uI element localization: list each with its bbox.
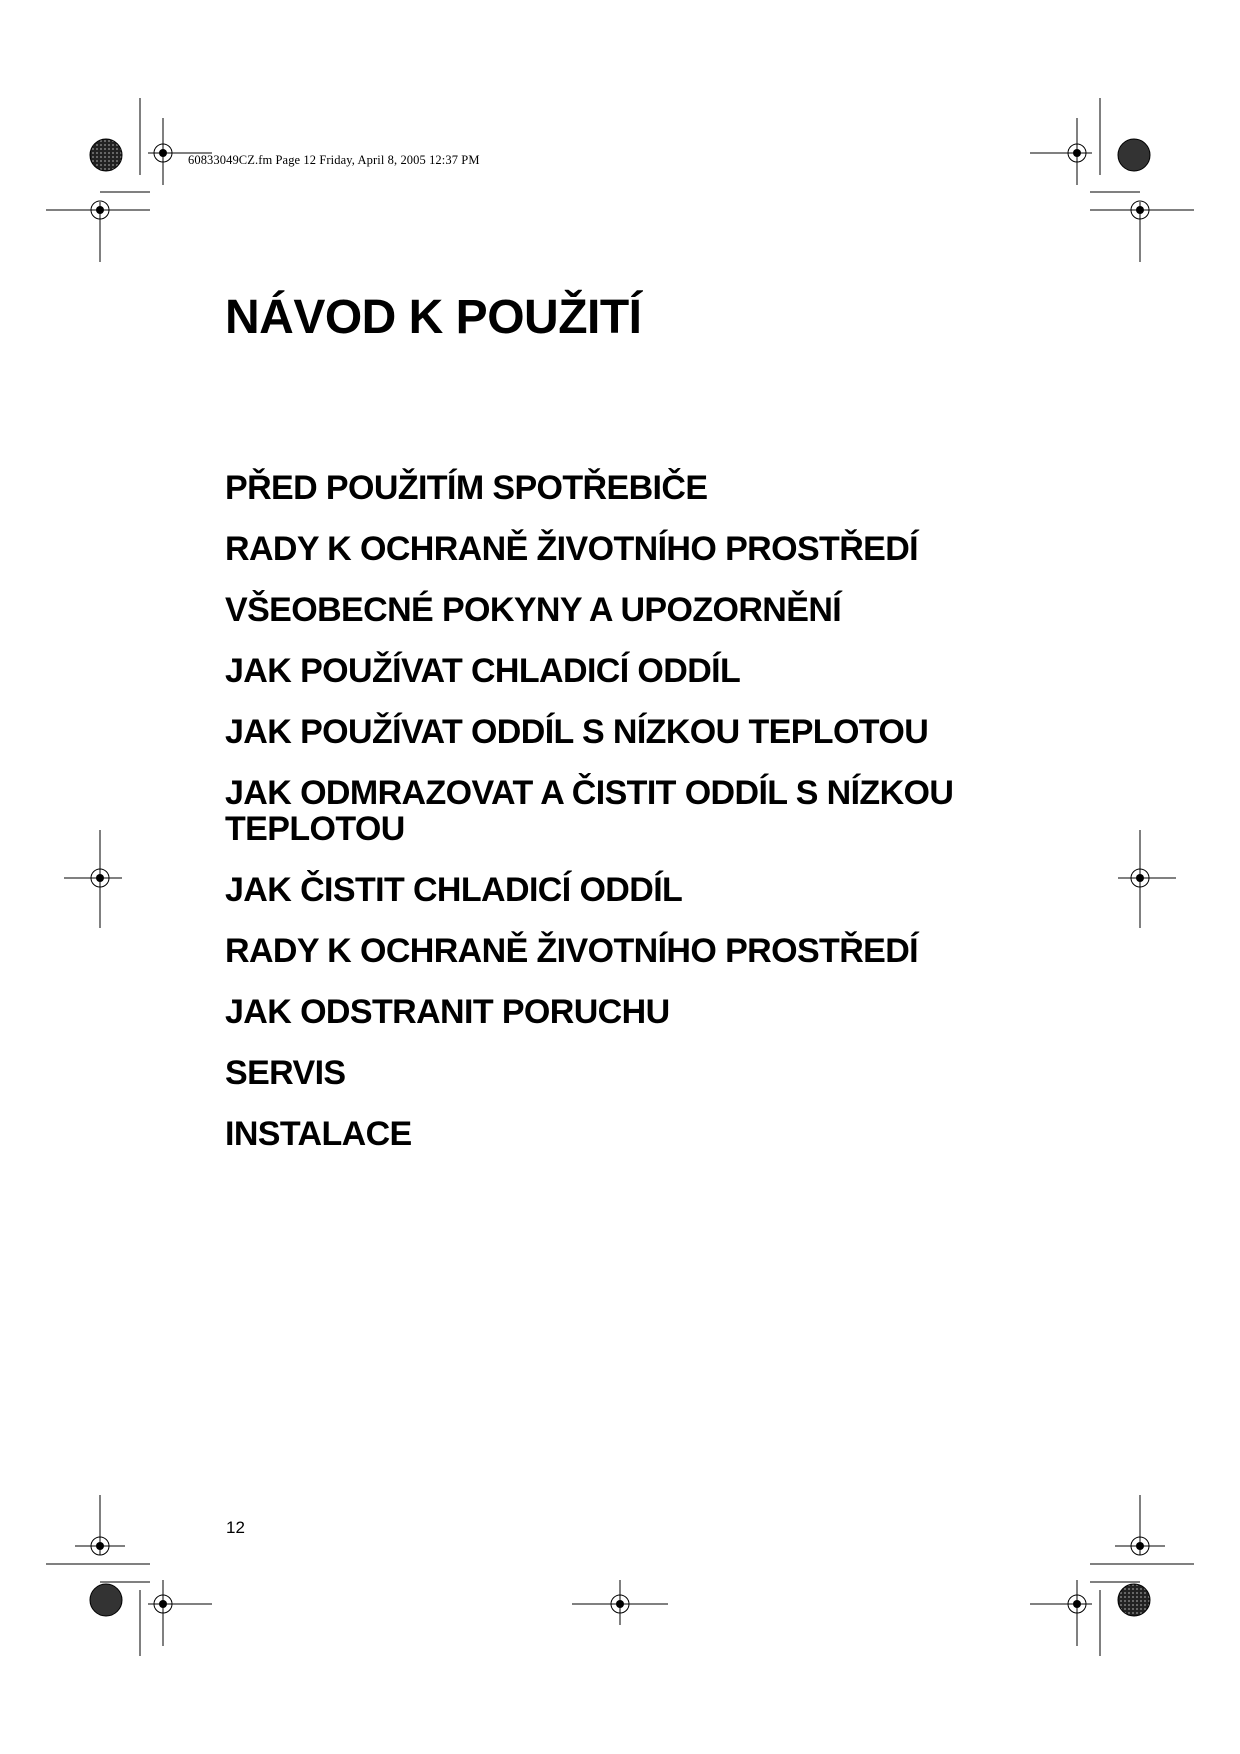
registration-mark-middle-left bbox=[64, 830, 122, 928]
crop-mark-bottom-right bbox=[1030, 1495, 1194, 1656]
color-sunburst-icon bbox=[1118, 1584, 1150, 1616]
registration-target-icon bbox=[1136, 206, 1144, 214]
color-sunburst-icon bbox=[1118, 139, 1150, 171]
page-number: 12 bbox=[226, 1518, 245, 1537]
toc-item: JAK POUŽÍVAT ODDÍL S NÍZKOU TEPLOTOU bbox=[225, 713, 929, 751]
color-sunburst-icon bbox=[90, 1584, 122, 1616]
registration-target-icon bbox=[96, 206, 104, 214]
toc-item: JAK POUŽÍVAT CHLADICÍ ODDÍL bbox=[225, 652, 741, 690]
registration-mark-middle-right bbox=[1118, 830, 1176, 928]
registration-target-icon bbox=[96, 874, 104, 882]
registration-target-icon bbox=[616, 1600, 624, 1608]
toc-item: RADY K OCHRANĚ ŽIVOTNÍHO PROSTŘEDÍ bbox=[225, 932, 919, 970]
crop-mark-bottom-left bbox=[46, 1495, 212, 1656]
crop-mark-top-left bbox=[46, 98, 212, 262]
toc-item: VŠEOBECNÉ POKYNY A UPOZORNĚNÍ bbox=[225, 591, 842, 629]
toc-item: RADY K OCHRANĚ ŽIVOTNÍHO PROSTŘEDÍ bbox=[225, 530, 919, 568]
crop-mark-top-right bbox=[1030, 98, 1194, 262]
registration-target-icon bbox=[1073, 1600, 1081, 1608]
toc-item: JAK ODSTRANIT PORUCHU bbox=[225, 993, 670, 1031]
registration-target-icon bbox=[159, 1600, 167, 1608]
color-sunburst-icon bbox=[90, 139, 122, 171]
toc-item: JAK ODMRAZOVAT A ČISTIT ODDÍL S NÍZKOU TEPLOTOU bbox=[225, 774, 954, 848]
table-of-contents bbox=[225, 470, 1125, 1177]
toc-item: INSTALACE bbox=[225, 1115, 412, 1153]
registration-target-icon bbox=[96, 1542, 104, 1550]
toc-item: PŘED POUŽITÍM SPOTŘEBIČE bbox=[225, 469, 708, 507]
toc-item: JAK ČISTIT CHLADICÍ ODDÍL bbox=[225, 871, 683, 909]
registration-target-icon bbox=[1073, 149, 1081, 157]
page-title: NÁVOD K POUŽITÍ bbox=[225, 291, 642, 344]
print-header: 60833049CZ.fm Page 12 Friday, April 8, 2005 12:37 PM bbox=[188, 153, 480, 167]
toc-item: SERVIS bbox=[225, 1054, 346, 1092]
registration-target-icon bbox=[1136, 1542, 1144, 1550]
registration-target-icon bbox=[1136, 874, 1144, 882]
registration-target-icon bbox=[159, 149, 167, 157]
registration-mark-bottom-center bbox=[572, 1580, 668, 1625]
